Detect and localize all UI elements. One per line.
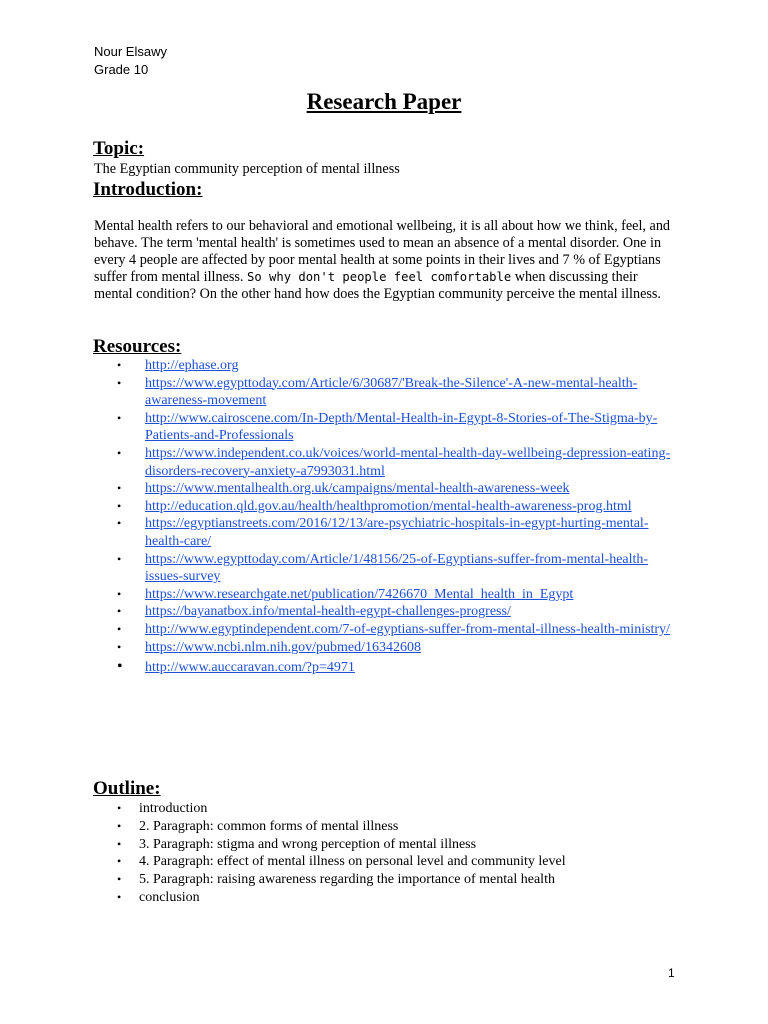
- bullet-icon: •: [117, 639, 122, 654]
- topic-text: The Egyptian community perception of mental illness: [94, 161, 400, 177]
- resource-link[interactable]: https://www.mentalhealth.org.uk/campaigns/mental-health-awareness-week: [145, 481, 570, 497]
- bullet-icon: •: [117, 445, 122, 460]
- list-item: [117, 853, 677, 871]
- resources-heading: Resources:: [93, 336, 182, 357]
- bullet-icon: •: [117, 498, 122, 513]
- author-grade: Grade 10: [94, 62, 149, 77]
- resource-link[interactable]: https://www.egypttoday.com/Article/6/30687/'Break-the-Silence'-A-new-mental-health-awareness-movement: [145, 375, 638, 409]
- list-item: [117, 659, 677, 677]
- outline-item: 5. Paragraph: raising awareness regarding the importance of mental health: [139, 872, 555, 888]
- bullet-icon: •: [117, 604, 122, 619]
- author-name: Nour Elsawy: [94, 44, 167, 59]
- bullet-icon: •: [117, 481, 122, 496]
- bullet-icon: •: [117, 658, 123, 676]
- list-item: [117, 498, 677, 516]
- list-item: [117, 889, 677, 907]
- resource-link[interactable]: https://www.independent.co.uk/voices/world-mental-health-day-wellbeing-depression-eating-disorders-recovery-anxiety-a7993031.html: [145, 445, 671, 479]
- bullet-icon: •: [117, 410, 122, 425]
- bullet-icon: •: [117, 872, 122, 887]
- bullet-icon: •: [117, 818, 122, 833]
- outline-item: conclusion: [139, 889, 200, 905]
- bullet-icon: •: [117, 836, 122, 851]
- page-number: 1: [668, 966, 675, 980]
- resource-link[interactable]: http://ephase.org: [145, 358, 239, 373]
- resource-link[interactable]: https://egyptianstreets.com/2016/12/13/are-psychiatric-hospitals-in-egypt-hurting-mental-health-care/: [145, 516, 649, 549]
- list-item: [117, 551, 677, 586]
- list-item: [117, 375, 677, 410]
- list-item: [117, 603, 677, 621]
- bullet-icon: •: [117, 801, 122, 815]
- resource-link[interactable]: https://www.egypttoday.com/Article/1/48156/25-of-Egyptians-suffer-from-mental-health-issues-survey: [145, 551, 649, 585]
- list-item: [117, 800, 677, 818]
- introduction-heading: Introduction:: [93, 179, 203, 200]
- resource-link[interactable]: https://www.researchgate.net/publication/7426670_Mental_health_in_Egypt: [145, 586, 574, 602]
- outline-item: 4. Paragraph: effect of mental illness on personal level and community level: [139, 854, 566, 870]
- outline-list: [117, 800, 677, 907]
- outline-item: introduction: [139, 801, 208, 816]
- outline-heading: Outline:: [93, 778, 161, 799]
- bullet-icon: •: [117, 516, 122, 531]
- list-item: [117, 480, 677, 498]
- resource-link[interactable]: https://www.ncbi.nlm.nih.gov/pubmed/16342608: [145, 639, 421, 655]
- bullet-icon: •: [117, 586, 122, 601]
- list-item: [117, 515, 677, 550]
- intro-text-part3: when discussing their mental condition? On the other hand how does the Egyptian community perceive the mental illness.: [94, 269, 661, 302]
- bullet-icon: •: [117, 358, 122, 372]
- resource-link[interactable]: http://www.egyptindependent.com/7-of-egyptians-suffer-from-mental-illness-health-ministry/: [145, 621, 670, 637]
- introduction-paragraph: [94, 218, 674, 303]
- resources-list: [117, 357, 677, 677]
- resource-link[interactable]: http://www.auccaravan.com/?p=4971: [145, 660, 355, 676]
- bullet-icon: •: [117, 621, 122, 636]
- topic-heading: Topic:: [93, 138, 145, 159]
- resource-link[interactable]: http://education.qld.gov.au/health/healthpromotion/mental-health-awareness-prog.html: [145, 498, 632, 514]
- resource-link[interactable]: http://www.cairoscene.com/In-Depth/Mental-Health-in-Egypt-8-Stories-of-The-Stigma-by-Patients-and-Professionals: [145, 410, 658, 444]
- bullet-icon: •: [117, 375, 122, 390]
- bullet-icon: •: [117, 889, 122, 904]
- page-title: Research Paper: [306, 89, 462, 114]
- outline-item: 2. Paragraph: common forms of mental illness: [139, 818, 399, 834]
- list-item: [117, 410, 677, 445]
- intro-text-part2: So why don't people feel comfortable: [247, 270, 512, 284]
- list-item: [117, 818, 677, 836]
- list-item: [117, 621, 677, 639]
- list-item: [117, 357, 677, 375]
- list-item: [117, 836, 677, 854]
- resource-link[interactable]: https://bayanatbox.info/mental-health-egypt-challenges-progress/: [145, 604, 511, 620]
- list-item: [117, 871, 677, 889]
- bullet-icon: •: [117, 551, 122, 566]
- intro-text-part1: Mental health refers to our behavioral and emotional wellbeing, it is all about how we think, feel, and behave. The term 'mental health' is sometimes used to mean an absence of a mental disorder. One in every 4 people are affected by poor mental health at some points in their lives and 7 % of Egyptians suffer from mental illness.: [94, 218, 670, 285]
- bullet-icon: •: [117, 854, 122, 869]
- list-item: [117, 639, 677, 657]
- list-item: [117, 445, 677, 480]
- outline-item: 3. Paragraph: stigma and wrong perception of mental illness: [139, 836, 477, 852]
- list-item: [117, 586, 677, 604]
